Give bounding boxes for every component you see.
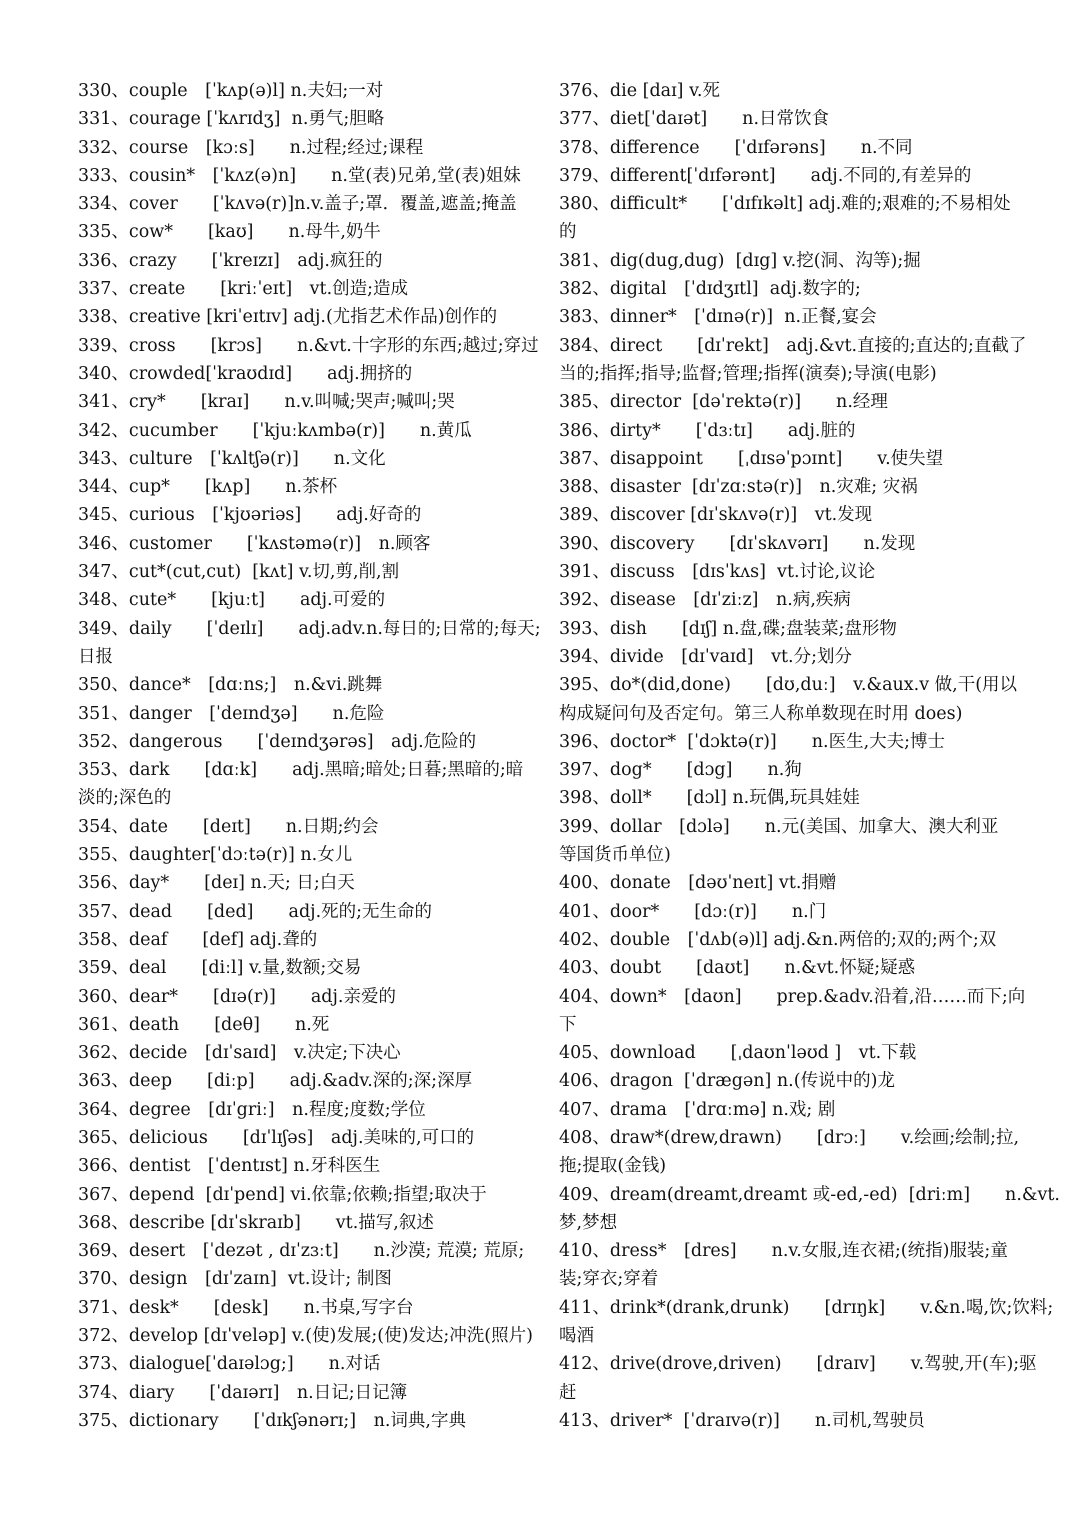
vocab-line: 350、dance* [dɑːns;] n.&vi.跳舞	[78, 675, 383, 696]
vocab-line: 400、donate [dəʊˈneɪt] vt.捐赠	[559, 873, 837, 894]
vocab-line: 368、describe [dɪˈskraɪb] vt.描写,叙述	[78, 1212, 434, 1233]
vocab-line: 383、dinner* [ˈdɪnə(r)] n.正餐,宴会	[559, 307, 877, 328]
vocab-line: 361、death [deθ] n.死	[78, 1014, 330, 1035]
vocab-line: 当的;指挥;指导;监督;管理;指挥(演奏);导演(电影)	[559, 363, 937, 384]
vocab-line: 411、drink*(drank,drunk) [drɪŋk] v.&n.喝,饮;饮料;	[559, 1297, 1054, 1318]
vocab-line: 372、develop [dɪˈveləp] v.(使)发展;(使)发达;冲洗(照片)	[78, 1326, 533, 1347]
vocab-line: 346、customer [ˈkʌstəmə(r)] n.顾客	[78, 533, 431, 554]
vocab-line: 355、daughter[ˈdɔːtə(r)] n.女儿	[78, 845, 353, 866]
vocab-line: 405、download [ˌdaʊnˈləʊd ] vt.下载	[559, 1043, 917, 1064]
vocab-line: 408、draw*(drew,drawn) [drɔː] v.绘画;绘制;拉,	[559, 1127, 1020, 1148]
vocab-line: 354、date [deɪt] n.日期;约会	[78, 816, 379, 837]
vocab-line: 413、driver* [ˈdraɪvə(r)] n.司机,驾驶员	[559, 1410, 925, 1431]
vocab-line: 348、cute* [kjuːt] adj.可爱的	[78, 590, 386, 611]
vocab-line: 409、dream(dreamt,dreamt 或-ed,-ed) [driːm] n.&vt.	[559, 1184, 1060, 1205]
vocab-line: 369、desert [ˈdezət , dɪˈzɜːt] n.沙漠; 荒漠; 荒原;	[78, 1241, 525, 1262]
right-column	[559, 77, 1060, 1435]
vocab-line: 363、deep [diːp] adj.&adv.深的;深;深厚	[78, 1071, 473, 1092]
vocab-line: 332、course [kɔːs] n.过程;经过;课程	[78, 137, 424, 158]
vocab-line: 392、disease [dɪˈziːz] n.病,疾病	[559, 590, 851, 611]
vocab-line: 330、couple [ˈkʌp(ə)l] n.夫妇;一对	[78, 81, 384, 101]
vocab-line: 淡的;深色的	[78, 788, 172, 809]
vocab-line: 366、dentist [ˈdentɪst] n.牙科医生	[78, 1156, 381, 1177]
vocab-line: 401、door* [dɔː(r)] n.门	[559, 901, 827, 922]
vocab-line: 349、daily [ˈdeɪlɪ] adj.adv.n.每日的;日常的;每天;	[78, 618, 541, 639]
vocab-line: 402、double [ˈdʌb(ə)l] adj.&n.两倍的;双的;两个;双	[559, 929, 997, 950]
vocab-line: 358、deaf [def] adj.聋的	[78, 929, 318, 950]
vocab-line: 拖;提取(金钱)	[559, 1156, 667, 1177]
vocab-line: 333、cousin* [ˈkʌz(ə)n] n.堂(表)兄弟,堂(表)姐妹	[78, 165, 521, 186]
vocab-line: 378、difference [ˈdɪfərəns] n.不同	[559, 137, 913, 158]
vocab-line: 371、desk* [desk] n.书桌,写字台	[78, 1297, 414, 1318]
vocab-line: 334、cover [ˈkʌvə(r)]n.v.盖子;罩．覆盖,遮盖;掩盖	[78, 194, 517, 215]
vocab-line: 357、dead [ded] adj.死的;无生命的	[78, 901, 433, 922]
vocab-line: 390、discovery [dɪˈskʌvərɪ] n.发现	[559, 533, 916, 554]
vocab-line: 337、create [kriːˈeɪt] vt.创造;造成	[78, 279, 409, 300]
vocab-line: 喝酒	[559, 1326, 594, 1347]
vocab-line: 342、cucumber [ˈkjuːkʌmbə(r)] n.黄瓜	[78, 420, 472, 441]
vocab-line: 338、creative [kriˈeɪtɪv] adj.(尤指艺术作品)创作的	[78, 307, 498, 328]
vocab-line: 344、cup* [kʌp] n.茶杯	[78, 477, 338, 498]
vocab-line: 353、dark [dɑːk] adj.黑暗;暗处;日暮;黑暗的;暗	[78, 760, 524, 781]
vocab-line: 347、cut*(cut,cut) [kʌt] v.切,剪,削,割	[78, 562, 400, 583]
vocab-line: 389、discover [dɪˈskʌvə(r)] vt.发现	[559, 505, 873, 526]
vocab-line: 装;穿衣;穿着	[559, 1269, 659, 1290]
vocab-line: 352、dangerous [ˈdeɪndʒərəs] adj.危险的	[78, 731, 477, 752]
vocab-line: 370、design [dɪˈzaɪn] vt.设计; 制图	[78, 1269, 392, 1290]
vocab-line: 377、diet[ˈdaɪət] n.日常饮食	[559, 109, 830, 130]
vocab-line: 397、dog* [dɔg] n.狗	[559, 760, 802, 781]
vocab-line: 351、danger [ˈdeɪndʒə] n.危险	[78, 703, 385, 724]
vocab-line: 386、dirty* [ˈdɜːtɪ] adj.脏的	[559, 420, 856, 441]
vocab-line: 412、drive(drove,driven) [draɪv] v.驾驶,开(车);驱	[559, 1354, 1037, 1375]
vocab-line: 387、disappoint [ˌdɪsəˈpɔɪnt] v.使失望	[559, 448, 944, 469]
vocab-line: 373、dialogue[ˈdaɪəlɔg;] n.对话	[78, 1354, 381, 1375]
vocab-line: 340、crowded[ˈkraʊdɪd] adj.拥挤的	[78, 363, 413, 384]
vocab-line: 391、discuss [dɪsˈkʌs] vt.讨论,议论	[559, 562, 876, 583]
vocab-line: 406、dragon [ˈdrægən] n.(传说中的)龙	[559, 1071, 895, 1092]
vocab-line: 382、digital [ˈdɪdʒɪtl] adj.数字的;	[559, 279, 861, 300]
vocab-line: 339、cross [krɔs] n.&vt.十字形的东西;越过;穿过	[78, 335, 539, 356]
vocab-line: 331、courage [ˈkʌrɪdʒ] n.勇气;胆略	[78, 109, 385, 130]
vocab-line: 381、dig(dug,dug) [dɪg] v.挖(洞、沟等);掘	[559, 250, 921, 271]
vocab-line: 403、doubt [daʊt] n.&vt.怀疑;疑惑	[559, 958, 916, 979]
vocab-line: 362、decide [dɪˈsaɪd] v.决定;下决心	[78, 1043, 401, 1064]
vocab-line: 404、down* [daʊn] prep.&adv.沿着,沿……而下;向	[559, 986, 1026, 1007]
vocab-line: 380、difficult* [ˈdɪfɪkəlt] adj.难的;艰难的;不易相处	[559, 194, 1011, 215]
vocab-line: 375、dictionary [ˈdɪkʃənərɪ;] n.词典,字典	[78, 1410, 466, 1431]
vocab-line: 360、dear* [dɪə(r)] adj.亲爱的	[78, 986, 396, 1007]
left-column	[78, 77, 541, 1435]
vocab-line: 364、degree [dɪˈgriː] n.程度;度数;学位	[78, 1099, 426, 1120]
vocab-line: 335、cow* [kaʊ] n.母牛,奶牛	[78, 222, 381, 243]
vocab-line: 日报	[78, 646, 113, 667]
vocab-line: 388、disaster [dɪˈzɑːstə(r)] n.灾难; 灾祸	[559, 477, 918, 498]
vocab-line: 341、cry* [kraɪ] n.v.叫喊;哭声;喊叫;哭	[78, 392, 455, 413]
vocab-line: 374、diary [ˈdaɪərɪ] n.日记;日记簿	[78, 1382, 408, 1403]
vocab-line: 的	[559, 222, 577, 243]
vocab-line: 385、director [dəˈrektə(r)] n.经理	[559, 392, 888, 413]
vocab-line: 336、crazy [ˈkreɪzɪ] adj.疯狂的	[78, 250, 383, 271]
vocab-line: 395、do*(did,done) [dʊ,duː] v.&aux.v 做,干(用以	[559, 675, 1018, 696]
vocab-line: 396、doctor* [ˈdɔktə(r)] n.医生,大夫;博士	[559, 731, 946, 752]
vocab-line: 394、divide [dɪˈvaɪd] vt.分;划分	[559, 646, 853, 667]
vocab-line: 367、depend [dɪˈpend] vi.依靠;依赖;指望;取决于	[78, 1184, 487, 1205]
vocab-line: 345、curious [ˈkjʊəriəs] adj.好奇的	[78, 505, 422, 526]
vocab-line: 356、day* [deɪ] n.天; 日;白天	[78, 873, 355, 894]
vocab-line: 下	[559, 1014, 577, 1035]
vocab-line: 384、direct [dɪˈrekt] adj.&vt.直接的;直达的;直截了	[559, 335, 1027, 356]
vocab-line: 376、die [daɪ] v.死	[559, 81, 720, 101]
vocab-line: 365、delicious [dɪˈlɪʃəs] adj.美味的,可口的	[78, 1127, 475, 1148]
vocab-line: 393、dish [dɪʃ] n.盘,碟;盘装菜;盘形物	[559, 618, 897, 639]
vocab-line: 359、deal [diːl] v.量,数额;交易	[78, 958, 362, 979]
vocab-line: 赶	[559, 1382, 577, 1403]
vocab-line: 399、dollar [dɔlə] n.元(美国、加拿大、澳大利亚	[559, 816, 999, 837]
vocab-line: 398、doll* [dɔl] n.玩偶,玩具娃娃	[559, 788, 860, 809]
vocab-line: 410、dress* [dres] n.v.女服,连衣裙;(统指)服装;童	[559, 1241, 1008, 1262]
vocab-line: 构成疑问句及否定句。第三人称单数现在时用 does)	[559, 703, 963, 724]
vocab-line: 343、culture [ˈkʌltʃə(r)] n.文化	[78, 448, 386, 469]
vocab-line: 379、different[ˈdɪfərənt] adj.不同的,有差异的	[559, 165, 972, 186]
vocab-line: 407、drama [ˈdrɑːmə] n.戏; 剧	[559, 1099, 836, 1120]
vocab-line: 等国货币单位)	[559, 845, 671, 866]
vocab-line: 梦,梦想	[559, 1212, 618, 1233]
